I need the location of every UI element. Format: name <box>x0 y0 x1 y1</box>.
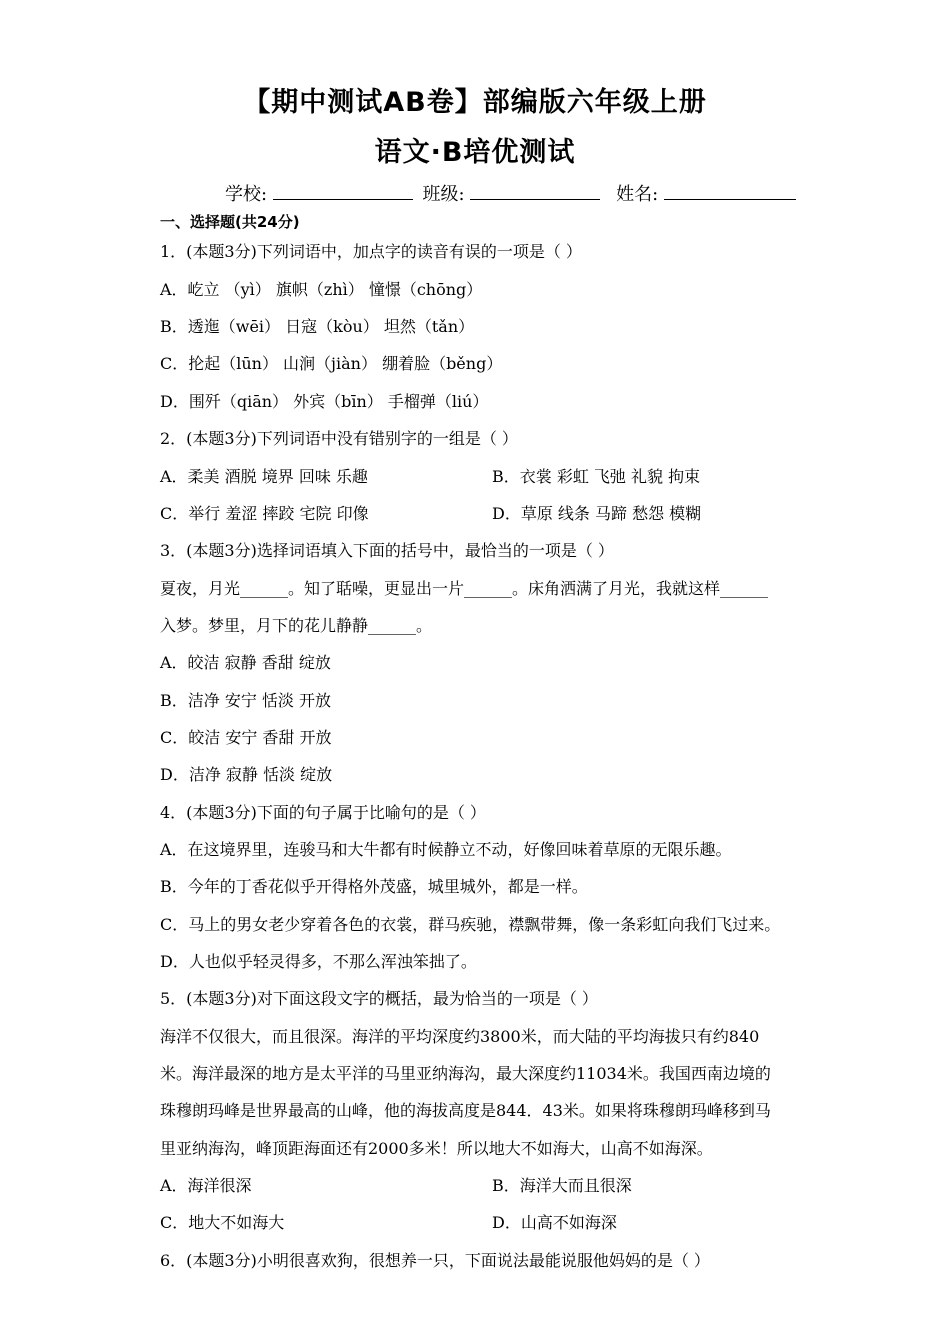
question-1-option-d: D．围歼（qiān） 外宾（bīn） 手榴弹（liú） <box>160 392 489 411</box>
question-3-option-c: C．皎洁 安宁 香甜 开放 <box>160 728 332 747</box>
question-5-option-a: A．海洋很深 <box>160 1176 252 1195</box>
name-label: 姓名: <box>616 184 659 205</box>
question-5-passage-line: 米。海洋最深的地方是太平洋的马里亚纳海沟，最大深度约11034米。我国西南边境的 <box>160 1064 771 1083</box>
question-3-passage-line: 夏夜，月光______。知了聒噪，更显出一片______。床角洒满了月光，我就这样______ <box>160 579 769 598</box>
question-2-option-d: D．草原 线条 马蹄 愁怨 模糊 <box>492 504 702 523</box>
question-4-option-d: D．人也似乎轻灵得多，不那么浑浊笨拙了。 <box>160 952 477 971</box>
exam-subtitle: 语文·B培优测试 <box>374 137 576 168</box>
school-blank[interactable] <box>273 181 413 200</box>
question-5-option-b: B．海洋大而且很深 <box>492 1176 632 1195</box>
question-2-option-a: A．柔美 酒脱 境界 回味 乐趣 <box>160 467 368 486</box>
section-heading: 一、选择题(共24分) <box>160 213 300 231</box>
class-label: 班级: <box>422 184 465 205</box>
student-info-row <box>225 180 800 206</box>
question-1-stem: 1．(本题3分)下列词语中，加点字的读音有误的一项是（ ） <box>160 242 582 261</box>
question-3-passage-line: 入梦。梦里，月下的花儿静静______。 <box>160 616 433 635</box>
class-blank[interactable] <box>470 181 600 200</box>
question-3-option-a: A．皎洁 寂静 香甜 绽放 <box>160 653 331 672</box>
question-5-passage-line: 里亚纳海沟，峰顶距海面还有2000多米！所以地大不如海大，山高不如海深。 <box>160 1139 713 1158</box>
question-6-stem: 6．(本题3分)小明很喜欢狗，很想养一只，下面说法最能说服他妈妈的是（ ） <box>160 1251 710 1270</box>
question-5-passage-line: 珠穆朗玛峰是世界最高的山峰，他的海拔高度是844．43米。如果将珠穆朗玛峰移到马 <box>160 1101 771 1120</box>
question-4-option-a: A．在这境界里，连骏马和大牛都有时候静立不动，好像回味着草原的无限乐趣。 <box>160 840 732 859</box>
question-1-option-c: C．抡起（lūn） 山涧（jiàn） 绷着脸（běng） <box>160 354 503 373</box>
question-3-option-b: B．洁净 安宁 恬淡 开放 <box>160 691 332 710</box>
question-5-passage-line: 海洋不仅很大，而且很深。海洋的平均深度约3800米，而大陆的平均海拔只有约840 <box>160 1027 760 1046</box>
question-1-option-b: B．透迤（wēi） 日寇（kòu） 坦然（tǎn） <box>160 317 475 336</box>
question-5-option-d: D．山高不如海深 <box>492 1213 617 1232</box>
school-label: 学校: <box>225 184 268 205</box>
exam-title: 【期中测试AB卷】部编版六年级上册 <box>243 87 707 118</box>
question-5-stem: 5．(本题3分)对下面这段文字的概括，最为恰当的一项是（ ） <box>160 989 598 1008</box>
question-4-option-b: B．今年的丁香花似乎开得格外茂盛，城里城外，都是一样。 <box>160 877 588 896</box>
question-3-stem: 3．(本题3分)选择词语填入下面的括号中，最恰当的一项是（ ） <box>160 541 614 560</box>
question-2-stem: 2．(本题3分)下列词语中没有错别字的一组是（ ） <box>160 429 518 448</box>
question-5-option-c: C．地大不如海大 <box>160 1213 285 1232</box>
question-1-option-a: A．屹立 （yì） 旗帜（zhì） 憧憬（chōng） <box>160 280 483 299</box>
question-3-option-d: D．洁净 寂静 恬淡 绽放 <box>160 765 333 784</box>
question-4-stem: 4．(本题3分)下面的句子属于比喻句的是（ ） <box>160 803 486 822</box>
question-2-option-c: C．举行 羞涩 摔跤 宅院 印像 <box>160 504 369 523</box>
question-2-option-b: B．衣裳 彩虹 飞弛 礼貌 拘束 <box>492 467 701 486</box>
name-blank[interactable] <box>664 181 796 200</box>
question-4-option-c: C．马上的男女老少穿着各色的衣裳，群马疾驰，襟飘带舞，像一条彩虹向我们飞过来。 <box>160 915 781 934</box>
